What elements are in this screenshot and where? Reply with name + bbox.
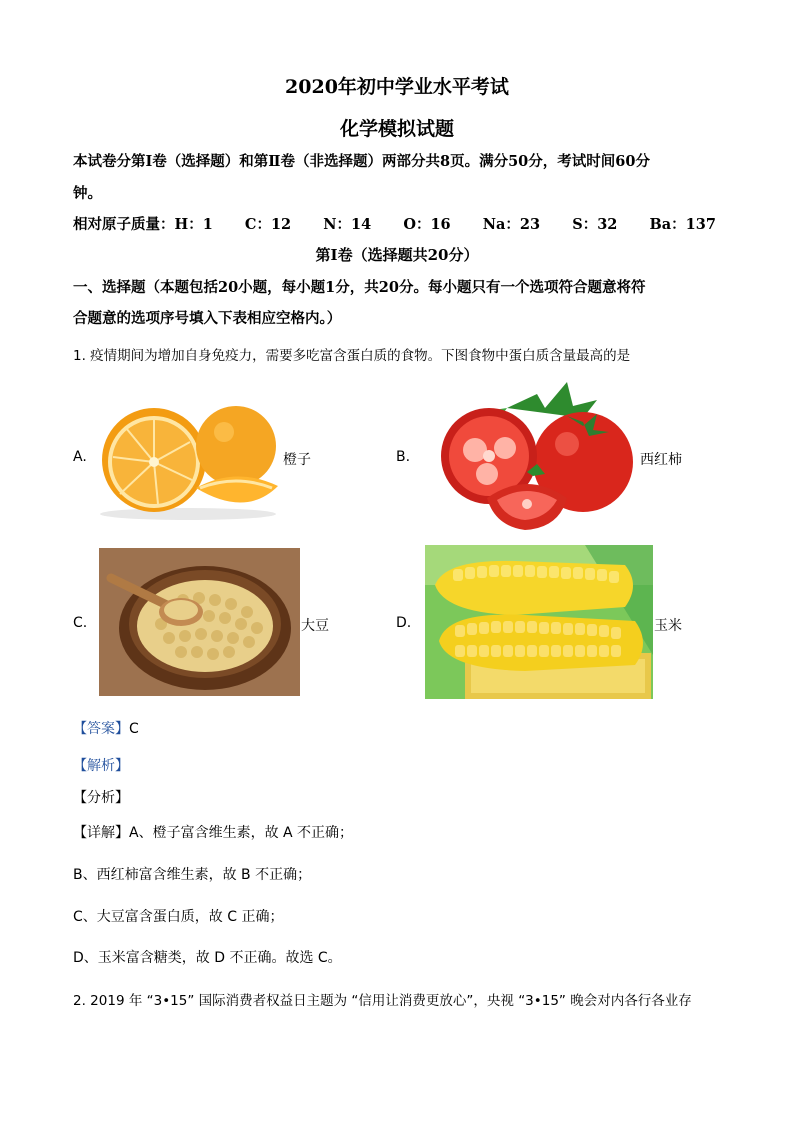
option-c-letter: C. [73,615,88,631]
answer-line [73,718,139,738]
part1-heading: 第Ⅰ卷（选择题共20分） [315,246,479,264]
answer-label: 【答案】 [73,721,129,737]
instructions-line-2: 合题意的选项序号填入下表相应空格内。） [73,310,342,327]
corn-image [425,545,653,699]
atomic-mass-item: S：32 [572,216,618,233]
exam-title: 2020年初中学业水平考试 [285,76,509,98]
option-d-letter: D. [396,615,412,631]
detail-label: 【详解】 [73,825,129,841]
detail-a-text: A、橙子富含维生素，故 A 不正确； [129,825,354,841]
analysis-label: 【解析】 [73,758,129,774]
soybean-image [99,548,300,696]
orange-image [96,402,282,522]
answer-value: C [129,721,139,737]
intro-line-2: 钟。 [73,185,102,202]
question-2-stem: 2. 2019 年 “3•15” 国际消费者权益日主题为 “信用让消费更放心”，央视 “3•15” 晚会对内各行各业存 [73,993,692,1009]
detail-c: C、大豆富含蛋白质，故 C 正确； [73,909,284,925]
intro-line-1: 本试卷分第Ⅰ卷（选择题）和第Ⅱ卷（非选择题）两部分共8页。满分50分，考试时间60分 [73,153,650,170]
question-1-stem: 1. 疫情期间为增加自身免疫力，需要多吃富含蛋白质的食物。下图食物中蛋白质含量最高的是 [73,348,631,364]
detail-d: D、玉米富含糖类，故 D 不正确。故选 C。 [73,950,342,966]
atomic-mass-item: Na：23 [482,216,541,233]
atomic-mass-item: C：12 [244,216,292,233]
option-a-letter: A. [73,449,87,465]
atomic-mass-item: Ba：137 [649,216,716,233]
atomic-mass-item: N：14 [323,216,372,233]
option-c-name: 大豆 [301,618,329,634]
tomato-image [427,378,635,532]
option-d-name: 玉米 [654,618,682,634]
exam-subtitle: 化学模拟试题 [339,118,454,140]
option-a-name: 橙子 [283,452,311,468]
instructions-line-1: 一、选择题（本题包括20小题，每小题1分，共20分。每小题只有一个选项符合题意将符 [73,279,646,296]
atomic-mass-item: O：16 [403,216,451,233]
atomic-mass-item: 相对原子质量：H：1 [73,216,213,233]
atomic-masses [73,213,716,234]
detail-a [73,822,353,842]
option-b-letter: B. [396,449,411,465]
option-b-name: 西红柿 [640,452,682,468]
detail-b: B、西红柿富含维生素，故 B 不正确； [73,867,312,883]
fenxi-label: 【分析】 [73,790,129,806]
